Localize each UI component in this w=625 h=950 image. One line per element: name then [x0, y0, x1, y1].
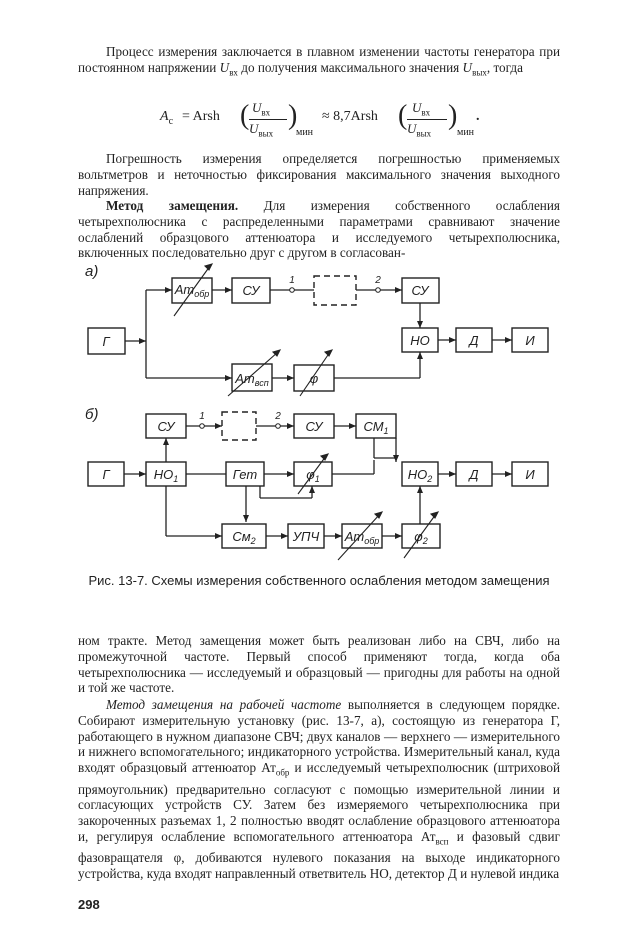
svg-text:Атвсп: $Ат_{всп}$: [235, 371, 269, 388]
svg-text:СУ: СУ: [305, 419, 323, 434]
svg-text:2: 2: [375, 275, 381, 286]
svg-text:φ: φ: [309, 371, 319, 386]
svg-text:И: И: [525, 467, 535, 482]
svg-text:1: 1: [199, 411, 205, 422]
figure-caption: Рис. 13-7. Схемы измерения собственного ослабления методом замещения: [88, 573, 550, 588]
svg-text:НО1: $НО_1$: [153, 467, 179, 484]
svg-text:2: 2: [275, 411, 281, 422]
svg-text:Гет: Гет: [232, 467, 258, 482]
paragraph-5: Метод замещения на рабочей частоте выполняется в следующем порядке. Собирают измерительную установку (рис. 13-7, а), состоящую из генератора Г, работающего в нужном диапазоне СВЧ; двух каналов — верхнего — измерительного и нижнего вспомогательного; индикаторного устройства. Измерительный канал, куда входят образцовый аттенюатор $Ат_{обр}$ и исследуемый четырехполюсник (штриховой прямоугольник) предварительно согласуют с помощью измерительной линии и согласующих устройств СУ. Затем без измеряемого четырехполюсника при закороченных разъемах 1, 2 полностью вводят ослабление образцового аттенюатора и, регулируя ослабление вспомогательного аттенюатора $Ат_{всп}$ и фазовый сдвиг фазовращателя φ, добиваются нулевого показания на выходе индикаторного устройства, куда входят направленный ответвитель НО, детектор Д и нулевой индика: [78, 697, 561, 882]
svg-text:φ1: $\varphi_1$: [306, 467, 320, 484]
label-a: а): [85, 263, 99, 280]
svg-text:СУ: СУ: [411, 283, 429, 298]
dut-box: [314, 276, 356, 305]
formula: $A_c$ = Arsh ( $U_{вх}$ $U_{вых}$ ) мин ≈ 8,7Arsh ( $U_{вх}$ $U_{вых}$ ) мин .: [160, 100, 480, 139]
svg-text:φ2: $\varphi_2$: [414, 529, 428, 546]
svg-text:СМ1: $СМ_1$: [363, 419, 389, 436]
svg-text:НО2: $НО_2$: [407, 467, 433, 484]
svg-text:Г: Г: [102, 467, 110, 482]
svg-text:См2: $См_2$: [232, 529, 256, 546]
svg-text:СУ: СУ: [242, 283, 260, 298]
paragraph-2: Погрешность измерения определяется погрешностью применяемых вольтметров и неточностью фиксирования максимального значения выходного напряжения.: [78, 151, 560, 198]
label-b: б): [85, 406, 99, 423]
svg-text:Атобр: $Ат_{обр}$: [174, 282, 210, 299]
svg-text:И: И: [525, 333, 535, 348]
paragraph-3: Метод замещения. Для измерения собственного ослабления четырехполюсника с распределенными параметрами сравнивают значение ослаблений образцового аттенюатора и исследуемого четырехполюсника, включенных последовательно друг с другом в согласован-: [78, 198, 560, 261]
svg-text:УПЧ: УПЧ: [292, 529, 320, 544]
page-number: 298: [78, 897, 100, 912]
svg-text:Д: Д: [469, 467, 479, 482]
svg-text:1: 1: [289, 275, 295, 286]
svg-text:Д: Д: [469, 333, 479, 348]
svg-text:СУ: СУ: [157, 419, 175, 434]
svg-text:Г: Г: [102, 334, 110, 349]
paragraph-1: Процесс измерения заключается в плавном изменении частоты генератора при постоянном напряжении $U_{вх}$ до получения максимального значения $U_{вых}$, тогда: [78, 44, 560, 78]
paragraph-4: ном тракте. Метод замещения может быть реализован либо на СВЧ, либо на промежуточной частоте. Первый способ применяют тогда, когда оба четырехполюсника — исследуемый и образцовый — пригодны для работы на одной и той же частоте.: [78, 633, 560, 696]
svg-text:НО: НО: [410, 333, 430, 348]
svg-text:Атобр: $Ат_{обр}$: [344, 529, 380, 546]
dut-box: [222, 412, 256, 440]
